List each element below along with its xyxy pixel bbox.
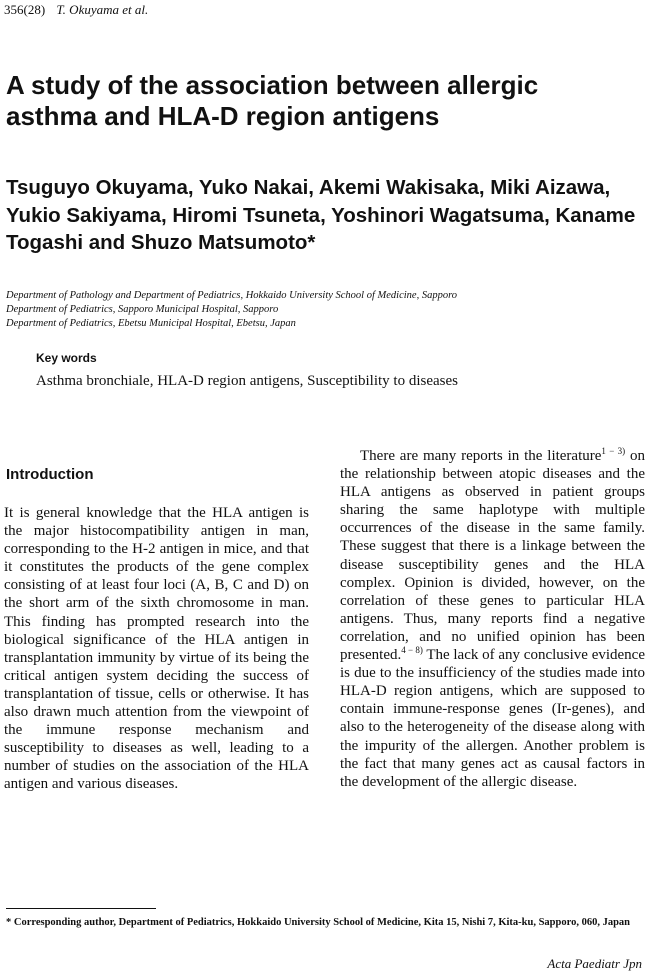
keywords-text: Asthma bronchiale, HLA-D region antigens, Susceptibility to diseases bbox=[36, 373, 458, 389]
intro-text-part-2: on the relationship between atopic diseases and the HLA antigens as observed in patient groups sharing the same haplotype with multiple occurrences of the disease in the same family. These suggest that there is a linkage between the disease susceptibility genes and the HLA complex. Opinion is divided, however, on the correlation of these genes to particular HLA antigens. Thus, many reports find a negative correlation, and no unified opinion has been presented. bbox=[340, 448, 646, 664]
footnote-divider bbox=[6, 908, 156, 909]
body-column-left bbox=[4, 504, 309, 794]
affiliation-3: Department of Pediatrics, Ebetsu Municipal Hospital, Ebetsu, Japan bbox=[6, 318, 296, 329]
page-number: 356(28) bbox=[4, 2, 46, 17]
affiliation-2: Department of Pediatrics, Sapporo Municipal Hospital, Sapporo bbox=[6, 304, 279, 315]
keywords-heading: Key words bbox=[36, 351, 97, 365]
author-list: Tsuguyo Okuyama, Yuko Nakai, Akemi Wakisaka, Miki Aizawa, Yukio Sakiyama, Hiromi Tsuneta, Yoshinori Wagatsuma, Kaname Togashi and Shuzo Matsumoto* bbox=[6, 176, 636, 254]
corresponding-author-footnote: * Corresponding author, Department of Pediatrics, Hokkaido University School of Medicine, Kita 15, Nishi 7, Kita-ku, Sapporo, 060, Japan bbox=[6, 917, 631, 928]
intro-paragraph-2 bbox=[340, 447, 645, 791]
intro-paragraph-1: It is general knowledge that the HLA antigen is the major histocompatibility antigen in man, corresponding to the H-2 antigen in mice, and that it constitutes the products of the gene complex consisting of at least four loci (A, B, C and D) on the short arm of the sixth chromosome in man. This finding has prompted research into the biological significance of the HLA antigen in transplantation immunity by virtue of its being the critical antigen system deciding the success of transplantation of tissue, cells or otherwise. It has also drawn much attention from the viewpoint of the immune response mechanism and susceptibility to diseases as well, leading to a number of studies on the association of the HLA antigen and various diseases. bbox=[4, 505, 309, 793]
citation-1-3: 1 − 3) bbox=[601, 446, 626, 456]
affiliations bbox=[6, 289, 646, 331]
article-title: A study of the association between allergic asthma and HLA-D region antigens bbox=[6, 70, 539, 131]
running-author: T. Okuyama et al. bbox=[56, 2, 149, 17]
affiliation-1: Department of Pathology and Department of Pediatrics, Hokkaido University School of Medicine, Sapporo bbox=[6, 290, 458, 301]
body-column-right bbox=[340, 447, 645, 791]
intro-text-part-1: There are many reports in the literature bbox=[360, 448, 602, 464]
introduction-heading: Introduction bbox=[6, 466, 94, 483]
intro-text-part-3: The lack of any conclusive evidence is due to the insufficiency of the studies made into HLA-D region antigens, which are supposed to contain immune-response genes (Ir-genes), and also to the heterogeneity of the disease along with the impurity of the allergen. Another problem is the fact that many genes act as causal factors in the development of the allergic disease. bbox=[340, 647, 645, 790]
journal-name-footer: Acta Paediatr Jpn bbox=[547, 956, 642, 971]
running-head bbox=[4, 2, 148, 18]
citation-4-8: 4 − 8) bbox=[401, 645, 423, 656]
